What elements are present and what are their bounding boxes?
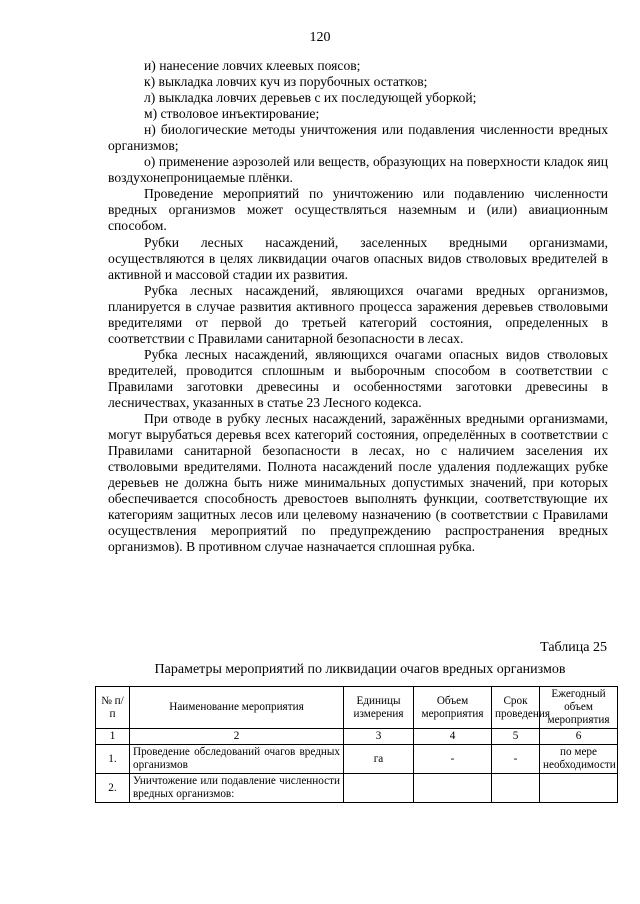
paragraph: о) применение аэрозолей или веществ, образующих на поверхности кладок яиц воздухонепроницаемые плёнки. — [108, 154, 608, 186]
column-number: 1 — [96, 729, 130, 745]
table-row — [96, 745, 618, 774]
table-cell: 1. — [96, 745, 130, 774]
column-number: 6 — [540, 729, 618, 745]
table-cell — [492, 774, 540, 803]
header-cell: Ежегодный объем мероприятия — [540, 687, 618, 729]
paragraph: При отводе в рубку лесных насаждений, заражённых вредными организмами, могут вырубаться деревья всех категорий состояния, определённых в соответствии с Правилами санитарной безопасности в лесах, но с наличием заселения их стволовыми вредителями. Полнота насаждений после удаления подлежащих рубке деревьев не должна быть ниже минимальных допустимых значений, при которых обеспечивается способность древостоев выполнять функции, соответствующие их категориям защитных лесов или целевому назначению (в соответствии с Правилами осуществления мероприятий по предупреждению распространения вредных организмов). В противном случае назначается сплошная рубка. — [108, 411, 608, 555]
column-number-row — [96, 729, 618, 745]
paragraph: л) выкладка ловчих деревьев с их последующей уборкой; — [144, 90, 477, 106]
header-cell: № п/п — [96, 687, 130, 729]
table-cell: - — [414, 745, 492, 774]
page-number: 120 — [309, 30, 331, 45]
table-cell — [344, 774, 414, 803]
table-cell: - — [492, 745, 540, 774]
table-row — [96, 774, 618, 803]
header-cell: Объем мероприятия — [414, 687, 492, 729]
table-cell — [414, 774, 492, 803]
column-number: 3 — [344, 729, 414, 745]
table-cell: Проведение обследований очагов вредных организмов — [130, 745, 344, 774]
document-body — [108, 58, 608, 555]
header-cell: Наименование мероприятия — [130, 687, 344, 729]
table-cell — [540, 774, 618, 803]
parameters-table — [95, 686, 618, 803]
table-title: Параметры мероприятий по ликвидации очагов вредных организмов — [154, 662, 566, 677]
paragraph: Рубки лесных насаждений, заселенных вредными организмами, осуществляются в целях ликвидации очагов опасных видов стволовых вредителей в активной и массовой стадии их развития. — [108, 234, 608, 282]
table-label: Таблица 25 — [540, 640, 607, 655]
paragraph: Рубка лесных насаждений, являющихся очагами опасных видов стволовых вредителей, проводится сплошным и выборочным способом в соответствии с Правилами заготовки древесины и особенностями заготовки древесины в лесничествах, указанных в статье 23 Лесного кодекса. — [108, 346, 608, 410]
header-cell: Срок проведения — [492, 687, 540, 729]
paragraph: Рубка лесных насаждений, являющихся очагами вредных организмов, планируется в случае развития активного процесса заражения деревьев стволовыми вредителями от первой до третьей категорий состояния, определенных в соответствии с Правилами санитарной безопасности в лесах. — [108, 282, 608, 346]
table-cell: Уничтожение или подавление численности вредных организмов: — [130, 774, 344, 803]
paragraph: к) выкладка ловчих куч из порубочных остатков; — [144, 74, 428, 90]
table-cell: га — [344, 745, 414, 774]
column-number: 2 — [130, 729, 344, 745]
column-number: 4 — [414, 729, 492, 745]
table-cell: по мере необходимости — [540, 745, 618, 774]
paragraph: м) стволовое инъектирование; — [144, 106, 320, 122]
table-header-row — [96, 687, 618, 729]
header-cell: Единицы измерения — [344, 687, 414, 729]
paragraph: Проведение мероприятий по уничтожению или подавлению численности вредных организмов может осуществляться наземным и (или) авиационным способом. — [108, 186, 608, 234]
table-cell: 2. — [96, 774, 130, 803]
paragraph: и) нанесение ловчих клеевых поясов; — [144, 58, 361, 73]
paragraph: н) биологические методы уничтожения или подавления численности вредных организмов; — [108, 122, 608, 154]
column-number: 5 — [492, 729, 540, 745]
